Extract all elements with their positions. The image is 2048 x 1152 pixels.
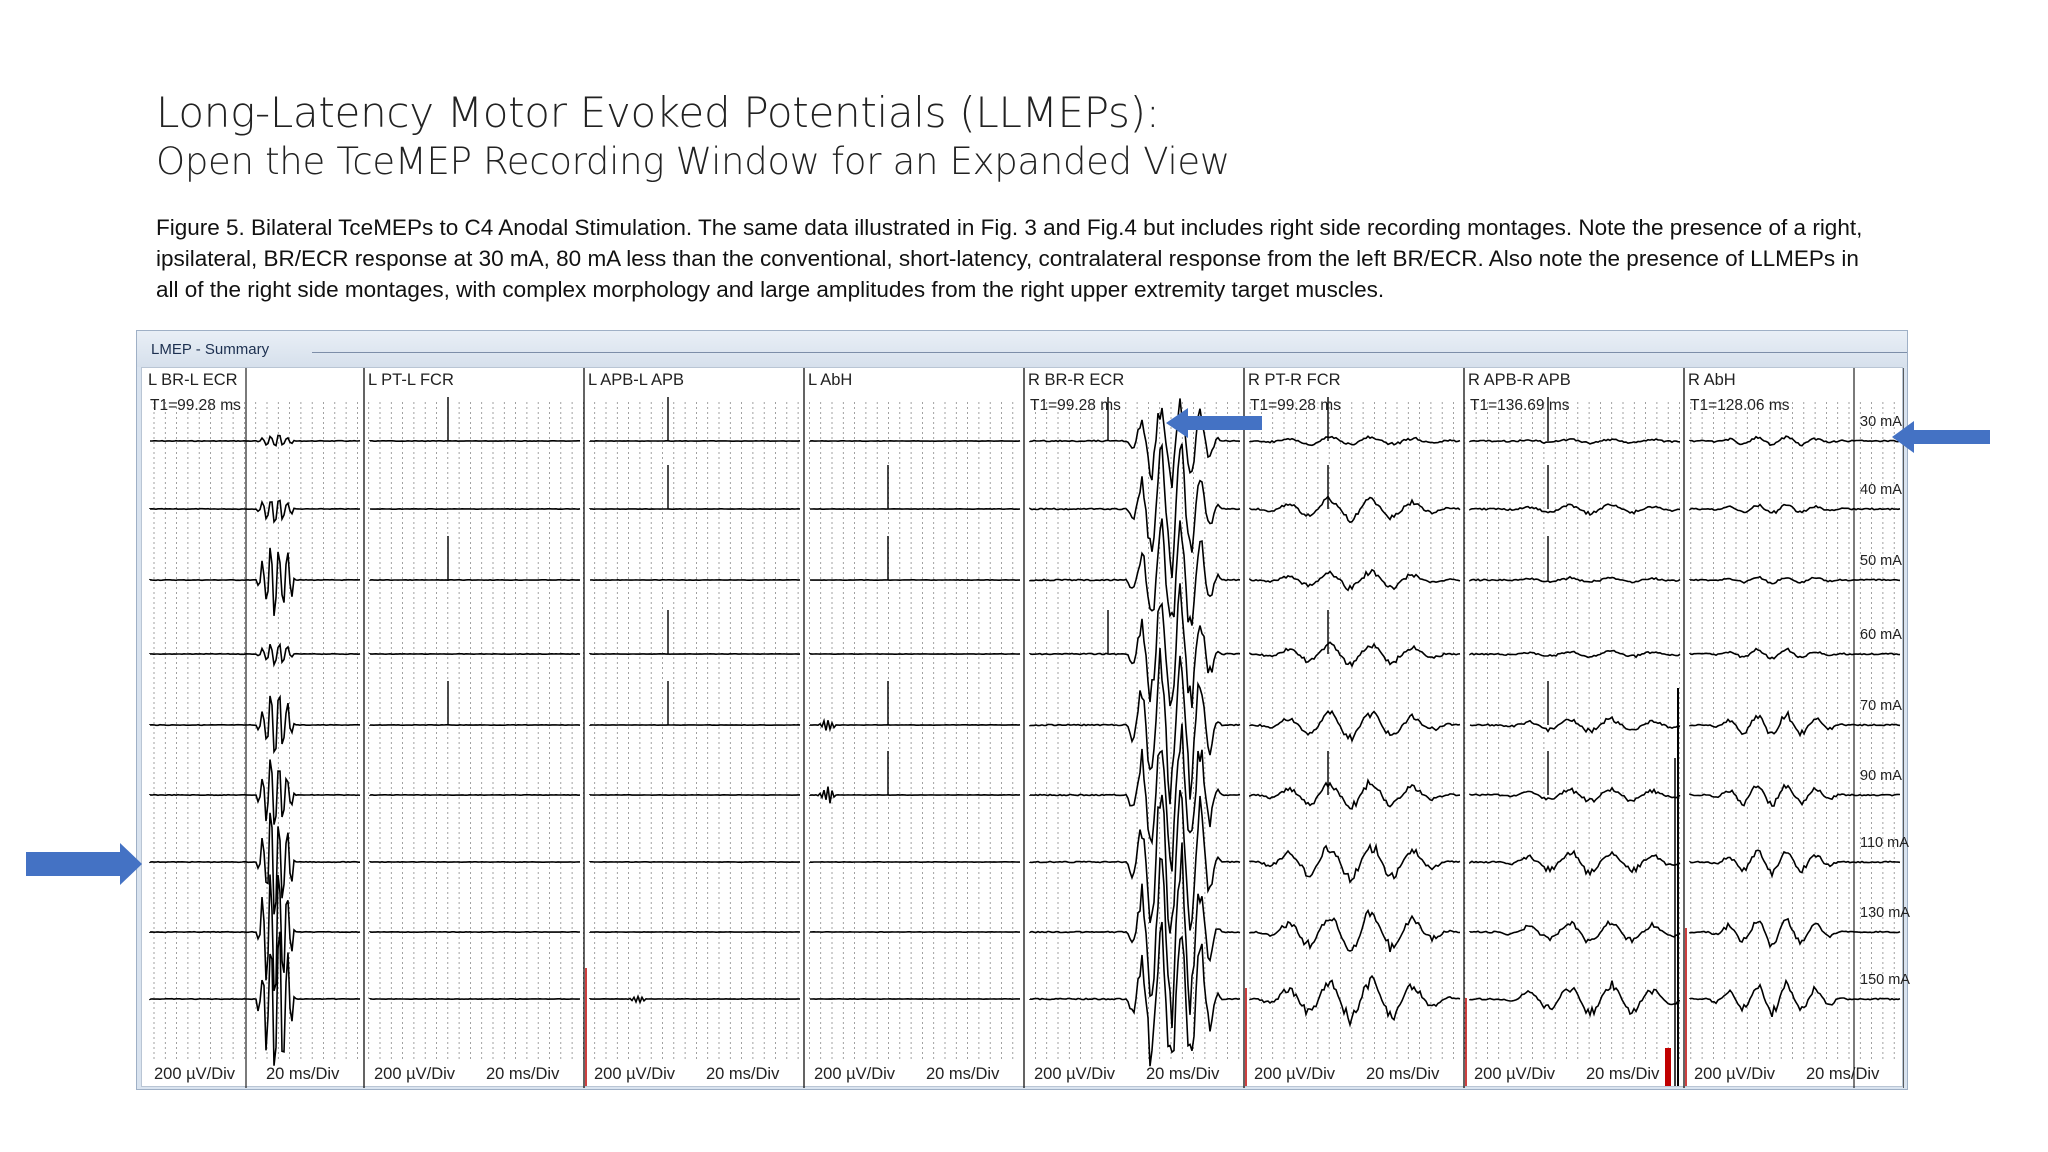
waveform-trace — [150, 813, 360, 915]
waveform-trace — [1470, 577, 1680, 583]
waveform-trace — [1250, 570, 1460, 590]
waveform-trace — [150, 932, 360, 1066]
slide-subtitle: Open the TceMEP Recording Window for an Expanded View — [156, 140, 1230, 183]
waveform-trace — [1470, 851, 1680, 874]
t1-label: T1=99.28 ms — [1250, 397, 1341, 414]
waveform-trace — [150, 435, 360, 445]
waveform-trace — [1470, 439, 1680, 444]
waveform-trace — [1030, 583, 1240, 708]
sensitivity-label: 200 µV/Div — [1694, 1065, 1776, 1083]
timebase-label: 20 ms/Div — [926, 1065, 1000, 1083]
waveform-trace — [1690, 577, 1900, 584]
t1-label: T1=99.28 ms — [150, 397, 241, 414]
waveform-trace — [590, 997, 800, 1003]
sensitivity-label: 200 µV/Div — [594, 1065, 676, 1083]
sensitivity-label: 200 µV/Div — [374, 1065, 456, 1083]
waveform-trace — [1250, 911, 1460, 952]
waveform-trace — [1470, 788, 1680, 802]
intensity-label: 90 mA — [1860, 768, 1902, 784]
waveform-trace — [810, 787, 1020, 804]
waveform-trace — [1250, 780, 1460, 808]
waveform-trace — [1690, 505, 1900, 514]
waveform-trace — [150, 548, 360, 616]
intensity-label: 130 mA — [1860, 905, 1910, 921]
montage-label: R PT-R FCR — [1248, 371, 1341, 389]
montage-label: R APB-R APB — [1468, 371, 1571, 389]
intensity-label: 30 mA — [1860, 414, 1902, 430]
montage-label: R AbH — [1688, 371, 1736, 389]
intensity-label: 40 mA — [1860, 482, 1902, 498]
waveform-trace — [1690, 850, 1900, 876]
stimulus-marker-block — [1665, 1048, 1671, 1086]
timebase-label: 20 ms/Div — [1146, 1065, 1220, 1083]
waveform-trace — [1690, 436, 1900, 446]
waveform-trace — [1690, 712, 1900, 735]
waveform-trace — [1030, 519, 1240, 626]
sensitivity-label: 200 µV/Div — [154, 1065, 236, 1083]
waveform-panel — [141, 367, 1910, 1087]
waveform-trace — [1470, 981, 1680, 1015]
waveform-traces — [142, 368, 1904, 1088]
waveform-trace — [1030, 444, 1240, 578]
timebase-label: 20 ms/Div — [1586, 1065, 1660, 1083]
waveform-trace — [150, 501, 360, 522]
waveform-trace — [810, 720, 1020, 730]
timebase-label: 20 ms/Div — [486, 1065, 560, 1083]
intensity-label: 60 mA — [1860, 627, 1902, 643]
t1-label: T1=136.69 ms — [1470, 397, 1570, 414]
sensitivity-label: 200 µV/Div — [1474, 1065, 1556, 1083]
timebase-label: 20 ms/Div — [1366, 1065, 1440, 1083]
intensity-label: 50 mA — [1860, 553, 1902, 569]
arrow-shape — [1892, 421, 1990, 453]
window-title: LMEP - Summary — [151, 341, 270, 358]
waveform-trace — [150, 760, 360, 825]
waveform-trace — [1250, 845, 1460, 882]
lmep-summary-window — [136, 330, 1908, 1090]
timebase-label: 20 ms/Div — [266, 1065, 340, 1083]
waveform-trace — [1470, 922, 1680, 943]
figure-caption: Figure 5. Bilateral TceMEPs to C4 Anodal Stimulation. The same data illustrated in Fig. 3 and Fig.4 but includes right side recording montages. Note the presence of a right, ipsilateral, BR/ECR response at 30 mA, 80 mA less than the conventional, short-latency, contralateral response from the left BR/ECR. Also note the presence of LLMEPs in all of the right side montages, with complex morphology and large amplitudes from the right upper extremity target muscles. — [156, 215, 1863, 302]
waveform-trace — [1470, 717, 1680, 732]
intensity-label: 150 mA — [1860, 972, 1910, 988]
left-edge-110ma-arrow — [26, 843, 144, 885]
right-bbr-ecr-30ma-arrow — [1166, 408, 1266, 438]
waveform-trace — [1250, 497, 1460, 523]
title-rule — [312, 352, 1907, 353]
waveform-trace — [1250, 642, 1460, 666]
sensitivity-label: 200 µV/Div — [1034, 1065, 1116, 1083]
arrow-shape — [26, 843, 142, 885]
waveform-trace — [1690, 649, 1900, 659]
sensitivity-label: 200 µV/Div — [1254, 1065, 1336, 1083]
t1-label: T1=99.28 ms — [1030, 397, 1121, 414]
waveform-trace — [1250, 436, 1460, 445]
montage-label: L PT-L FCR — [368, 371, 454, 389]
waveform-trace — [150, 696, 360, 752]
waveform-trace — [1030, 922, 1240, 1066]
montage-label: L BR-L ECR — [148, 371, 238, 389]
waveform-trace — [1250, 711, 1460, 741]
waveform-trace — [1250, 976, 1460, 1025]
intensity-label: 110 mA — [1860, 835, 1909, 851]
t1-label: T1=128.06 ms — [1690, 397, 1790, 414]
window-title-bar — [137, 331, 1907, 367]
slide-title: Long-Latency Motor Evoked Potentials (LLMEPs): — [156, 88, 1160, 137]
waveform-trace — [1470, 651, 1680, 658]
arrow-shape — [1166, 408, 1262, 438]
timebase-label: 20 ms/Div — [1806, 1065, 1880, 1083]
waveform-trace — [1690, 919, 1900, 947]
timebase-label: 20 ms/Div — [706, 1065, 780, 1083]
waveform-trace — [1690, 785, 1900, 806]
montage-label: R BR-R ECR — [1028, 371, 1125, 389]
right-edge-30ma-arrow — [1892, 421, 1992, 453]
waveform-trace — [150, 644, 360, 665]
waveform-trace — [150, 875, 360, 991]
montage-label: L APB-L APB — [588, 371, 685, 389]
intensity-label: 70 mA — [1860, 698, 1902, 714]
sensitivity-label: 200 µV/Div — [814, 1065, 896, 1083]
waveform-trace — [1470, 504, 1680, 515]
montage-label: L AbH — [808, 371, 853, 389]
